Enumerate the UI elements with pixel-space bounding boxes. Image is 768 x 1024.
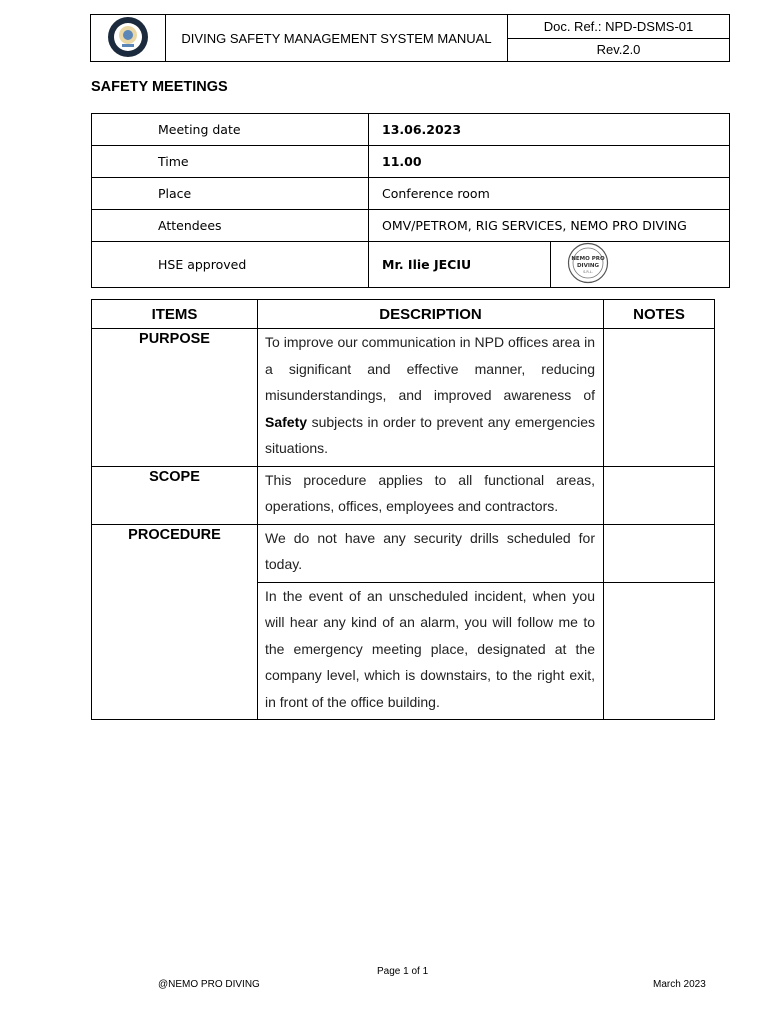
hse-approved-label: HSE approved <box>92 242 369 288</box>
notes-header: NOTES <box>604 300 715 329</box>
procedure-item: PROCEDURE <box>92 524 258 720</box>
safety-emphasis: Safety <box>265 413 308 430</box>
footer-date: March 2023 <box>653 979 706 990</box>
scope-notes <box>604 466 715 524</box>
page-number: Page 1 of 1 <box>377 966 429 977</box>
place-value: Conference room <box>369 178 730 210</box>
table-row <box>92 242 730 288</box>
table-row <box>92 114 730 146</box>
table-row <box>92 466 715 524</box>
company-stamp <box>567 242 609 284</box>
doc-ref: Doc. Ref.: NPD-DSMS-01 <box>508 15 730 39</box>
procedure-description-2: In the event of an unscheduled incident, when you will hear any kind of an alarm, you will follow me to the emergency meeting place, designated at the company level, which is downstairs, to the right exit, in front of the office building. <box>258 582 604 720</box>
table-row <box>92 210 730 242</box>
manual-title: DIVING SAFETY MANAGEMENT SYSTEM MANUAL <box>166 15 508 62</box>
purpose-notes <box>604 329 715 467</box>
scope-description: This procedure applies to all functional areas, operations, offices, employees and contractors. <box>258 466 604 524</box>
time-label: Time <box>92 146 369 178</box>
stamp-cell <box>551 242 730 288</box>
attendees-label: Attendees <box>92 210 369 242</box>
table-row <box>92 146 730 178</box>
scope-item: SCOPE <box>92 466 258 524</box>
items-table <box>91 299 715 720</box>
purpose-item: PURPOSE <box>92 329 258 467</box>
procedure-notes-2 <box>604 582 715 720</box>
table-row <box>92 178 730 210</box>
table-row <box>92 329 715 467</box>
place-label: Place <box>92 178 369 210</box>
company-logo <box>107 16 149 58</box>
table-row <box>92 524 715 582</box>
meeting-date-value: 13.06.2023 <box>369 114 730 146</box>
svg-text:S.R.L.: S.R.L. <box>583 270 593 274</box>
attendees-value: OMV/PETROM, RIG SERVICES, NEMO PRO DIVING <box>369 210 730 242</box>
svg-text:DIVING: DIVING <box>576 263 600 269</box>
time-value: 11.00 <box>369 146 730 178</box>
hse-approved-value: Mr. Ilie JECIU <box>369 242 551 288</box>
svg-text:NEMO PRO: NEMO PRO <box>571 256 605 262</box>
meeting-date-label: Meeting date <box>92 114 369 146</box>
section-title: SAFETY MEETINGS <box>91 79 228 95</box>
description-header: DESCRIPTION <box>258 300 604 329</box>
logo-cell <box>91 15 166 62</box>
table-header-row <box>92 300 715 329</box>
purpose-description: To improve our communication in NPD offices area in a significant and effective manner, reducing misunderstandings, and improved awareness of Safety subjects in order to prevent any emergencies situations. <box>258 329 604 467</box>
procedure-description-1: We do not have any security drills scheduled for today. <box>258 524 604 582</box>
revision: Rev.2.0 <box>508 38 730 62</box>
items-header: ITEMS <box>92 300 258 329</box>
meeting-details-table <box>91 113 730 288</box>
document-header <box>90 14 730 62</box>
footer-company: @NEMO PRO DIVING <box>158 979 260 990</box>
procedure-notes-1 <box>604 524 715 582</box>
